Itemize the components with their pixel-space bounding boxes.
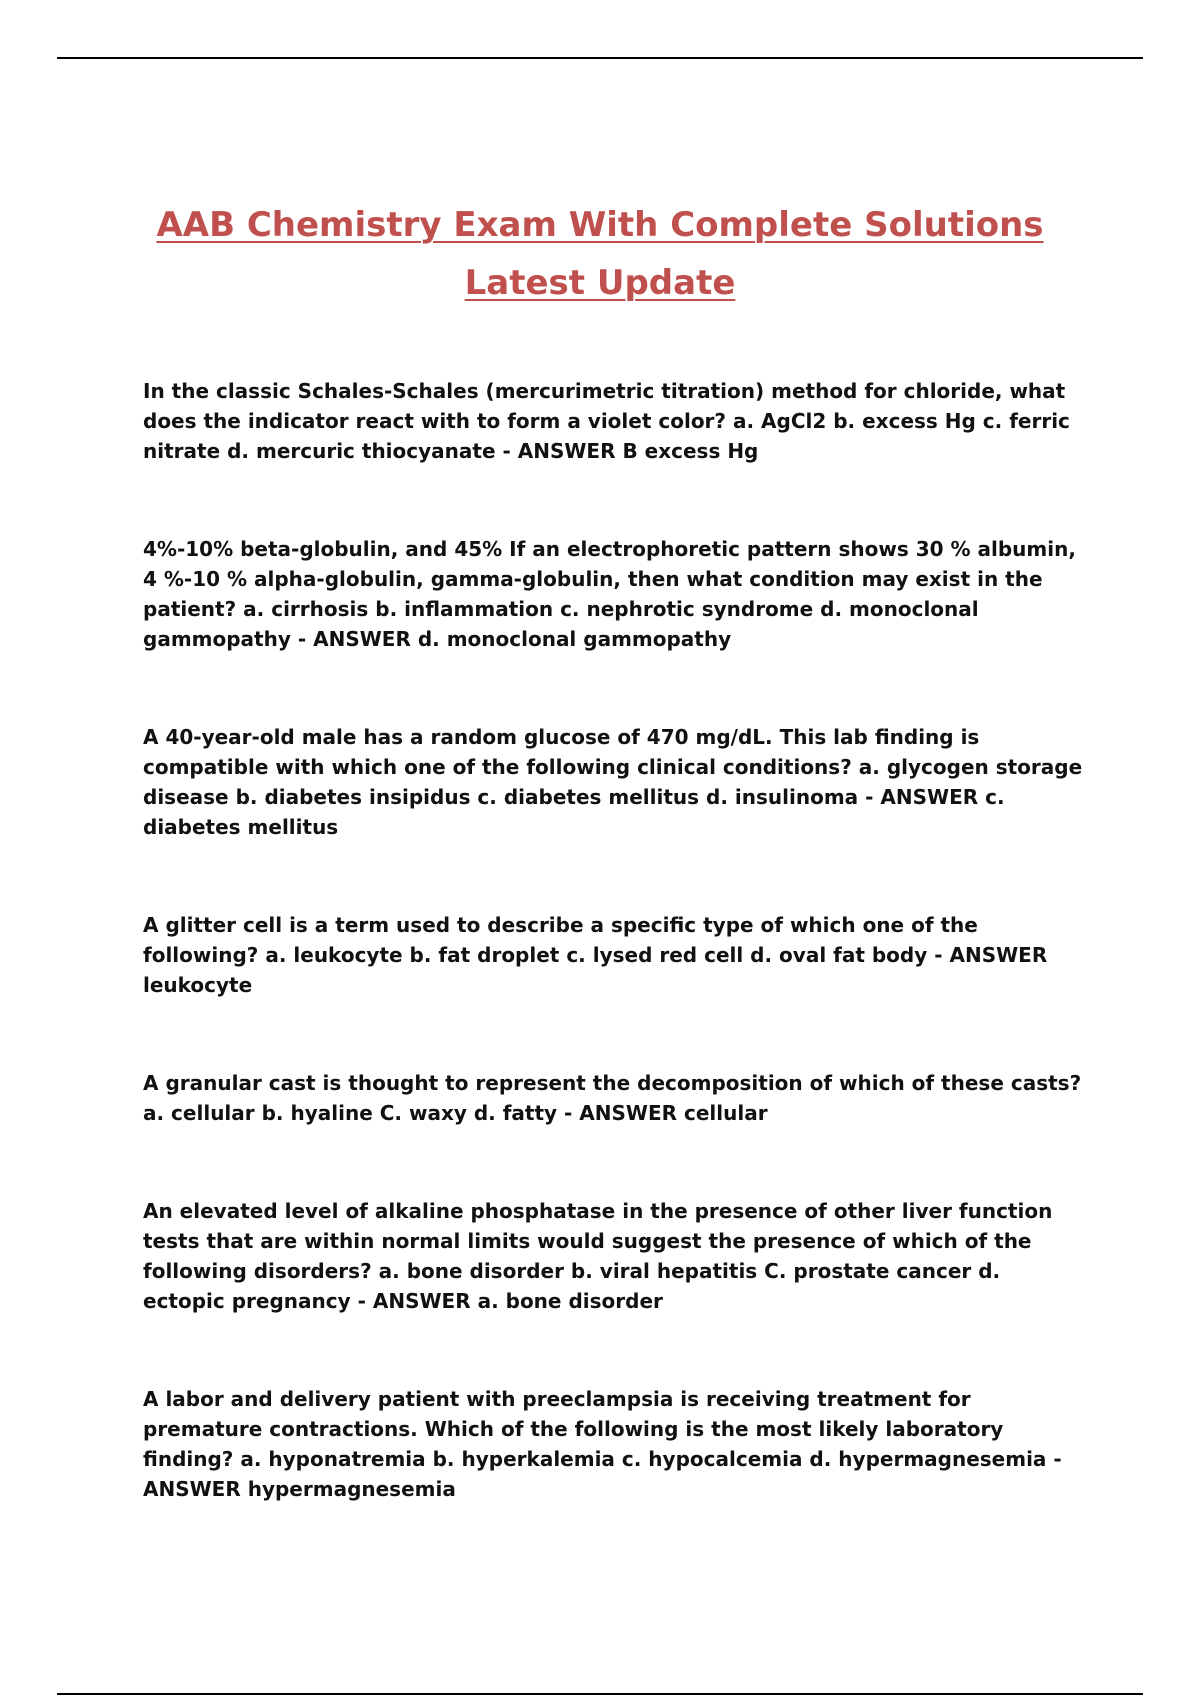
question-item-1: In the classic Schales-Schales (mercurimetric titration) method for chloride, what does the indicator react with to form a violet color? a. AgCl2 b. excess Hg c. ferric nitrate d. mercuric thiocyanate - ANSWER B excess Hg (143, 379, 1070, 463)
question-item-4: A glitter cell is a term used to describe a specific type of which one of the following? a. leukocyte b. fat droplet c. lysed red cell d. oval fat body - ANSWER leukocyte (143, 913, 1048, 997)
question-item-3: A 40-year-old male has a random glucose of 470 mg/dL. This lab finding is compatible with which one of the following clinical conditions? a. glycogen storage disease b. diabetes insipidus c. diabetes mellitus d. insulinoma - ANSWER c. diabetes mellitus (143, 725, 1083, 839)
question-item-5: A granular cast is thought to represent the decomposition of which of these casts? a. cellular b. hyaline C. waxy d. fatty - ANSWER cellular (143, 1071, 1082, 1125)
header-rule (57, 57, 1143, 59)
question-item-2: 4%-10% beta-globulin, and 45% If an electrophoretic pattern shows 30 % albumin, 4 %-10 % alpha-globulin, gamma-globulin, then what condition may exist in the patient? a. cirrhosis b. inflammation c. nephrotic syndrome d. monoclonal gammopathy - ANSWER d. monoclonal gammopathy (143, 537, 1076, 651)
footer-rule (57, 1693, 1143, 1695)
title-line-1: AAB Chemistry Exam With Complete Solutions (156, 205, 1044, 245)
title-line-2: Latest Update (464, 263, 736, 303)
document-title (100, 196, 1100, 312)
question-item-6: An elevated level of alkaline phosphatase in the presence of other liver function tests that are within normal limits would suggest the presence of which of the following disorders? a. bone disorder b. viral hepatitis C. prostate cancer d. ectopic pregnancy - ANSWER a. bone disorder (143, 1199, 1053, 1313)
question-item-7: A labor and delivery patient with preeclampsia is receiving treatment for premature contractions. Which of the following is the most likely laboratory finding? a. hyponatremia b. hyperkalemia c. hypocalcemia d. hypermagnesemia - ANSWER hypermagnesemia (143, 1387, 1062, 1501)
question-list (143, 376, 1083, 1504)
